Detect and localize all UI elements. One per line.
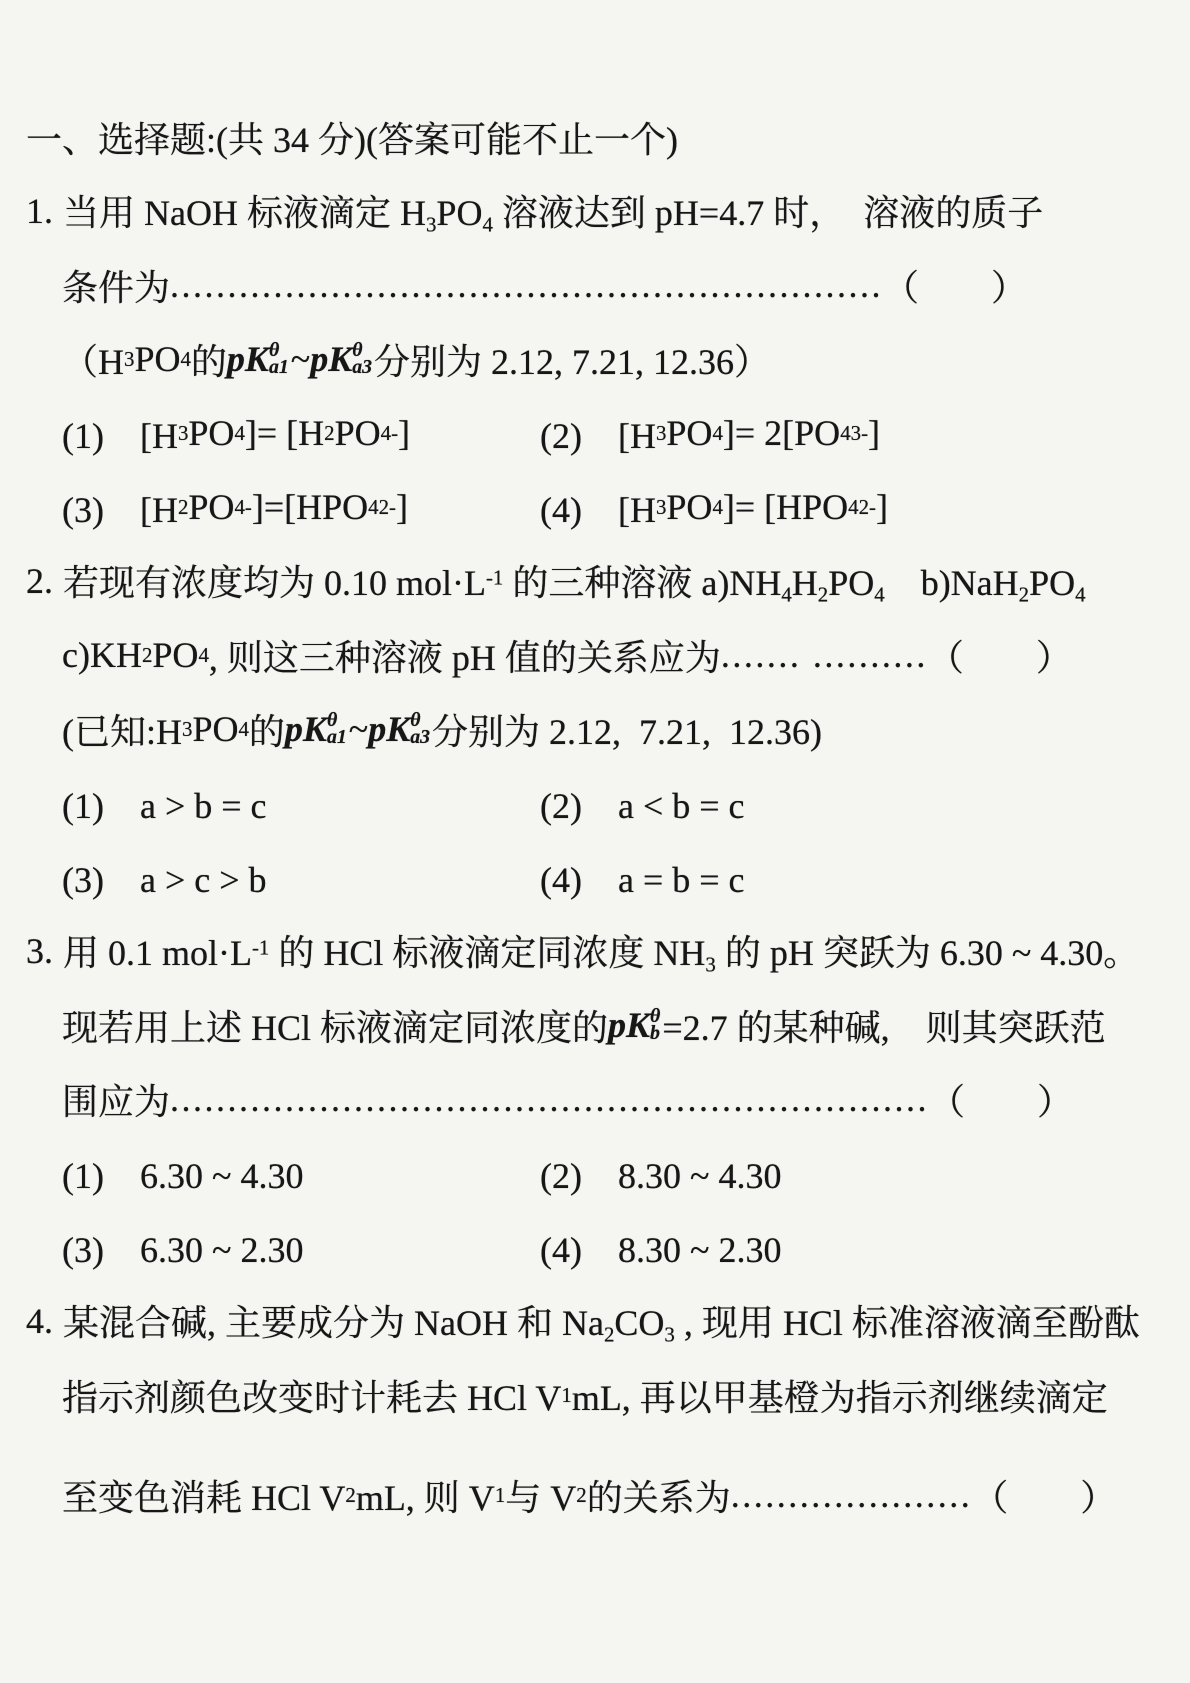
question-4-line-1 — [26, 1284, 1166, 1358]
question-2-option-4: (4) a = b = c — [540, 859, 745, 900]
question-1-line-2: 条件为 .............................................................. （ ） — [62, 265, 1028, 308]
question-3-option-1: (1) 6.30 ~ 4.30 — [62, 1155, 304, 1196]
question-1-number: 1. — [26, 191, 53, 231]
question-1-options — [26, 396, 1166, 544]
question-3-number: 3. — [26, 931, 53, 971]
question-4-line-3: 至变色消耗 HCl V 2 mL, 则 V 1 与 V 2 的关系为 ..................... （ ） — [62, 1475, 1117, 1518]
question-1-line-1 — [26, 174, 1166, 248]
question-1-text-1: 当用 NaOH 标液滴定 $H_3PO_4$ 溶液达到 pH=4.7 时， 溶液的质子 — [63, 192, 1044, 237]
question-4-text-1: 某混合碱, 主要成分为 NaOH 和 $Na_2CO_3$ , 现用 HCl 标准溶液滴至酚酞 — [63, 1302, 1140, 1347]
section-title: 一、选择题:(共 34 分)(答案可能不止一个) — [26, 119, 678, 160]
question-3-line-1 — [26, 914, 1166, 988]
question-3-line-3: 围应为 .................................................................. （ ） — [62, 1079, 1074, 1122]
question-2-line-1 — [26, 544, 1166, 618]
question-2-option-3: (3) a > c > b — [62, 859, 267, 900]
question-4-line-2: 指示剂颜色改变时计耗去 HCl V 1 mL, 再以甲基橙为指示剂继续滴定 — [62, 1377, 1108, 1418]
question-1-option-3: (3) [H 2 PO 4 - ]=[HPO 4 2- ] — [62, 487, 408, 530]
question-2-line-2: c)KH 2 PO 4 , 则这三种溶液 pH 值的关系应为 ....... .......... （ ） — [62, 635, 1072, 678]
question-2-line-3: (已知:H 3 PO 4 的 pK θ a1 ~ pK θ a3 分别为 2.12, 7.21, 12.36) — [62, 709, 822, 752]
question-1-option-2: (2) [H 3 PO 4 ]= 2[PO 4 3- ] — [540, 413, 881, 456]
question-3-option-4: (4) 8.30 ~ 2.30 — [540, 1229, 782, 1270]
question-2-option-2: (2) a < b = c — [540, 785, 745, 826]
question-4 — [26, 1284, 1166, 1532]
question-1 — [26, 174, 1166, 544]
question-3-options — [26, 1136, 1166, 1284]
question-2-option-1: (1) a > b = c — [62, 785, 267, 826]
question-2-number: 2. — [26, 561, 53, 601]
question-3-text-1: 用 0.1 $mol\cdot L^{-1}$ 的 HCl 标液滴定同浓度 $NH_3$ 的 pH 突跃为 6.30 ~ 4.30。 — [63, 932, 1140, 977]
question-1-option-1: (1) [H 3 PO 4 ]= [H 2 PO 4 - ] — [62, 413, 411, 456]
question-2-text-1: 若现有浓度均为 0.10 $mol\cdot L^{-1}$ 的三种溶液 $a)NH_4H_2PO_4$ $b)NaH_2PO_4$ — [63, 562, 1086, 607]
question-1-option-4: (4) [H 3 PO 4 ]= [HPO 4 2- ] — [540, 487, 888, 530]
question-2 — [26, 544, 1166, 914]
question-3-line-2: 现若用上述 HCl 标液滴定同浓度的 pK θ b =2.7 的某种碱, 则其突跃范 — [62, 1005, 1106, 1048]
question-3-option-2: (2) 8.30 ~ 4.30 — [540, 1155, 782, 1196]
question-4-number: 4. — [26, 1301, 53, 1341]
question-2-options — [26, 766, 1166, 914]
question-3-option-3: (3) 6.30 ~ 2.30 — [62, 1229, 304, 1270]
question-3 — [26, 914, 1166, 1284]
question-1-line-3: （H 3 PO 4 的 pK θ a1 ~ pK θ a3 分别为 2.12, 7.21, 12.36） — [62, 339, 771, 382]
